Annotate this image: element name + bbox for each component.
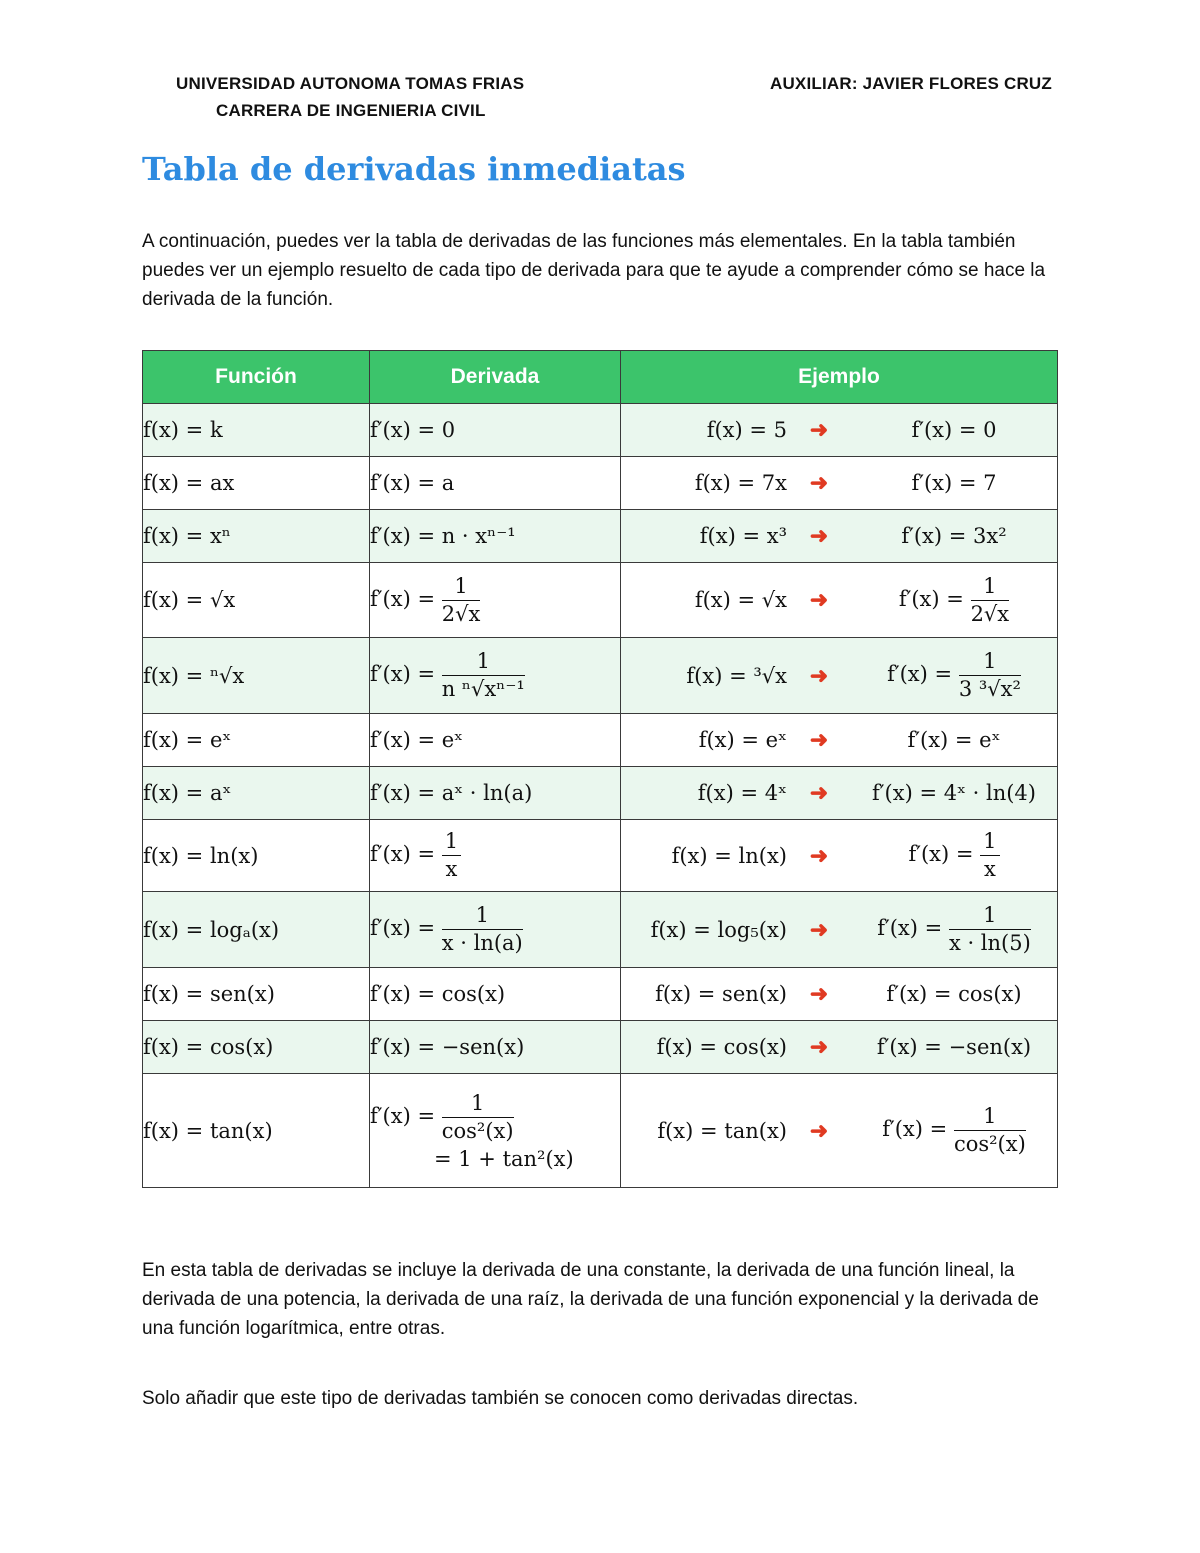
function-cell: f(x) = k (143, 404, 370, 457)
function-cell: f(x) = cos(x) (143, 1021, 370, 1074)
example-function: f(x) = x³ (699, 524, 787, 548)
table-row (143, 1074, 1058, 1188)
arrow-icon: ➜ (809, 470, 829, 496)
derivative-cell: f′(x) = 0 (370, 404, 621, 457)
example-derivative: f′(x) = 0 (911, 418, 997, 442)
fraction-numerator: 1 (442, 828, 461, 856)
fraction-denominator: 3 ³√x² (958, 677, 1021, 701)
derivative-stack (370, 1090, 574, 1171)
page-title: Tabla de derivadas inmediatas (142, 150, 686, 188)
fraction-numerator: 1 (442, 648, 525, 676)
derivative-prefix: f′(x) = (370, 662, 436, 686)
table-row (143, 404, 1058, 457)
fraction-denominator: cos²(x) (953, 1132, 1026, 1156)
derivative-cell: f′(x) = eˣ (370, 714, 621, 767)
arrow-icon: ➜ (809, 662, 829, 689)
derivative-prefix: f′(x) = (882, 1117, 948, 1141)
fraction (980, 828, 999, 883)
example-derivative (851, 828, 1057, 883)
fraction (442, 828, 461, 883)
summary-paragraph: En esta tabla de derivadas se incluye la derivada de una constante, la derivada de una función lineal, la derivada de una potencia, la derivada de una raíz, la derivada de una función exponencial y la derivada de una función logarítmica, entre otras. (142, 1260, 1039, 1339)
header-example: Ejemplo (621, 351, 1058, 404)
example-cell (621, 404, 1058, 457)
function-cell: f(x) = aˣ (143, 767, 370, 820)
fraction-numerator: 1 (971, 573, 1010, 601)
closing-paragraph: Solo añadir que este tipo de derivadas también se conocen como derivadas directas. (142, 1388, 859, 1409)
derivative-cell (370, 563, 621, 638)
derivative-prefix: f′(x) = (370, 586, 436, 611)
example-function: f(x) = cos(x) (656, 1035, 787, 1059)
function-cell: f(x) = ln(x) (143, 820, 370, 892)
table-row (143, 892, 1058, 968)
fraction (442, 648, 525, 703)
fraction-denominator: cos²(x) (441, 1119, 514, 1143)
example-function: f(x) = ln(x) (671, 843, 787, 868)
header-function: Función (143, 351, 370, 404)
example-cell (621, 510, 1058, 563)
table-row (143, 563, 1058, 638)
derivative-prefix: f′(x) = (877, 916, 943, 940)
fraction-denominator: n ⁿ√xⁿ⁻¹ (441, 677, 525, 701)
derivative-prefix: f′(x) = (908, 842, 974, 866)
function-cell: f(x) = tan(x) (143, 1074, 370, 1188)
table-row (143, 638, 1058, 714)
table-row (143, 968, 1058, 1021)
example-derivative: f′(x) = 4ˣ · ln(4) (872, 781, 1036, 805)
example-function: f(x) = ³√x (686, 663, 787, 688)
fraction (959, 648, 1021, 703)
derivative-prefix: f′(x) = (887, 662, 953, 686)
example-derivative (851, 648, 1057, 703)
arrow-icon: ➜ (809, 981, 829, 1007)
arrow-icon: ➜ (809, 1034, 829, 1060)
example-function: f(x) = √x (694, 588, 787, 612)
example-cell (621, 638, 1058, 714)
derivative-cell: f′(x) = n · xⁿ⁻¹ (370, 510, 621, 563)
career-name: CARRERA DE INGENIERIA CIVIL (216, 101, 486, 120)
fraction-denominator: 2√x (441, 601, 481, 626)
derivative-prefix: f′(x) = (370, 1104, 436, 1128)
header-derivative: Derivada (370, 351, 621, 404)
table-header-row (143, 351, 1058, 404)
assistant-name: AUXILIAR: JAVIER FLORES CRUZ (769, 74, 1052, 93)
arrow-icon: ➜ (809, 916, 829, 943)
table-row (143, 1021, 1058, 1074)
example-function: f(x) = sen(x) (655, 982, 787, 1006)
arrow-icon: ➜ (809, 1117, 829, 1144)
function-cell: f(x) = xⁿ (143, 510, 370, 563)
derivative-cell: f′(x) = aˣ · ln(a) (370, 767, 621, 820)
derivative-cell: f′(x) = −sen(x) (370, 1021, 621, 1074)
fraction-denominator: 2√x (970, 601, 1010, 626)
fraction-numerator: 1 (442, 573, 481, 601)
function-cell: f(x) = ax (143, 457, 370, 510)
fraction (442, 573, 481, 628)
fraction (949, 902, 1031, 957)
fraction-numerator: 1 (442, 902, 523, 930)
arrow-icon: ➜ (809, 727, 829, 753)
derivative-cell (370, 892, 621, 968)
example-cell (621, 1074, 1058, 1188)
derivative-prefix: f′(x) = (370, 842, 436, 866)
example-cell (621, 1021, 1058, 1074)
derivative-cell: f′(x) = a (370, 457, 621, 510)
derivative-cell (370, 638, 621, 714)
example-function: f(x) = 7x (694, 471, 787, 495)
arrow-icon: ➜ (809, 587, 829, 613)
example-derivative: f′(x) = eˣ (907, 728, 1001, 752)
derivative-prefix: f′(x) = (370, 916, 436, 940)
example-cell (621, 563, 1058, 638)
fraction-numerator: 1 (959, 648, 1021, 676)
table-row (143, 510, 1058, 563)
intro-paragraph: A continuación, puedes ver la tabla de derivadas de las funciones más elementales. En la tabla también puedes ver un ejemplo resuelto de cada tipo de derivada para que te ayude a comprender cómo se hace la derivada de la función. (142, 231, 1046, 310)
example-derivative (851, 1103, 1057, 1158)
arrow-icon: ➜ (809, 842, 829, 869)
function-cell: f(x) = ⁿ√x (143, 638, 370, 714)
example-derivative: f′(x) = 3x² (901, 524, 1007, 548)
example-cell (621, 457, 1058, 510)
function-cell: f(x) = √x (143, 563, 370, 638)
derivative-cell (370, 820, 621, 892)
fraction (442, 902, 523, 957)
function-cell: f(x) = logₐ(x) (143, 892, 370, 968)
fraction-numerator: 1 (949, 902, 1031, 930)
table-row (143, 457, 1058, 510)
university-name: UNIVERSIDAD AUTONOMA TOMAS FRIAS (176, 74, 525, 93)
fraction (442, 1090, 514, 1145)
example-function: f(x) = 4ˣ (697, 781, 787, 805)
arrow-icon: ➜ (809, 417, 829, 443)
example-derivative (851, 902, 1057, 957)
example-function: f(x) = log₅(x) (650, 917, 787, 942)
fraction-denominator: x (983, 857, 996, 881)
arrow-icon: ➜ (809, 780, 829, 806)
example-cell (621, 892, 1058, 968)
fraction-denominator: x · ln(5) (948, 931, 1031, 955)
fraction-denominator: x · ln(a) (441, 931, 523, 955)
arrow-icon: ➜ (809, 523, 829, 549)
example-derivative: f′(x) = 7 (911, 471, 997, 495)
fraction-numerator: 1 (980, 828, 999, 856)
fraction (954, 1103, 1026, 1158)
example-cell (621, 714, 1058, 767)
example-function: f(x) = eˣ (698, 728, 787, 752)
example-cell (621, 968, 1058, 1021)
example-function: f(x) = 5 (706, 418, 787, 442)
fraction-numerator: 1 (442, 1090, 514, 1118)
function-cell: f(x) = sen(x) (143, 968, 370, 1021)
table-row (143, 714, 1058, 767)
table-row (143, 820, 1058, 892)
example-derivative: f′(x) = −sen(x) (876, 1035, 1032, 1059)
example-cell (621, 820, 1058, 892)
example-function: f(x) = tan(x) (657, 1118, 787, 1143)
function-cell: f(x) = eˣ (143, 714, 370, 767)
derivative-identity: = 1 + tan²(x) (434, 1147, 574, 1171)
table-row (143, 767, 1058, 820)
example-cell (621, 767, 1058, 820)
example-derivative (851, 573, 1057, 628)
derivative-cell: f′(x) = cos(x) (370, 968, 621, 1021)
derivative-cell (370, 1074, 621, 1188)
fraction (971, 573, 1010, 628)
derivatives-table (142, 350, 1058, 1188)
fraction-numerator: 1 (954, 1103, 1026, 1131)
fraction-denominator: x (445, 857, 458, 881)
derivative-prefix: f′(x) = (898, 586, 964, 611)
example-derivative: f′(x) = cos(x) (886, 982, 1022, 1006)
